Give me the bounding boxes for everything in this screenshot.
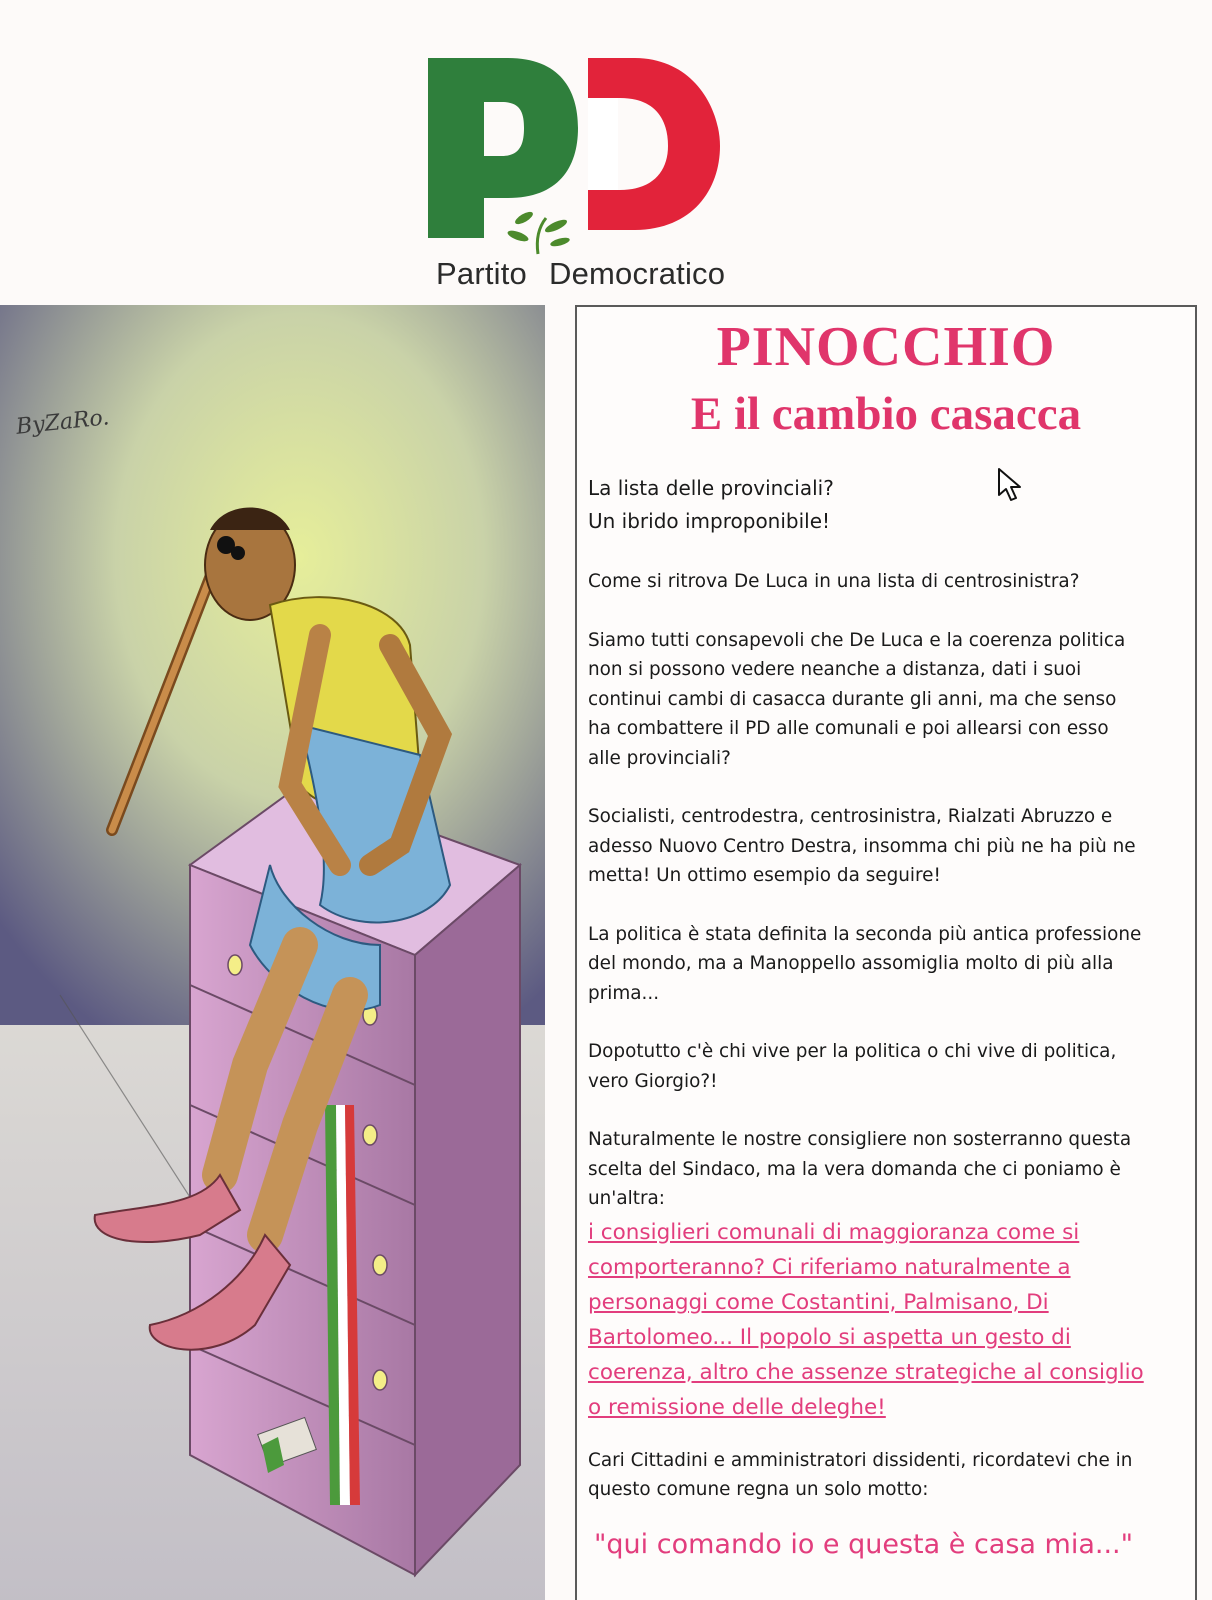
text-line: La politica è stata definita la seconda più antica professione	[588, 923, 1142, 945]
paragraph-de-luca-question: Come si ritrova De Luca in una lista di centrosinistra?	[588, 571, 1080, 592]
text-line: ha combattere il PD alle comunali e poi allearsi con esso	[588, 718, 1109, 739]
lead-line: La lista delle provinciali?	[588, 476, 834, 500]
logo-word-democratico: Democratico	[549, 256, 726, 291]
highlight-line: o remissione delle deleghe!	[588, 1394, 886, 1420]
text-line: Naturalmente le nostre consigliere non sosterranno questa	[588, 1129, 1132, 1150]
logo-wordmark	[436, 256, 725, 292]
flyer-subtitle: E il cambio casacca	[690, 388, 1082, 440]
text-line: continui cambi di casacca durante gli anni, ma che senso	[588, 688, 1117, 710]
flyer-title: PINOCCHIO	[716, 316, 1056, 378]
text-line: metta! Un ottimo esempio da seguire!	[588, 865, 941, 886]
text-line: adesso Nuovo Centro Destra, insomma chi più ne ha più ne	[588, 835, 1136, 857]
paragraph-partiti	[588, 802, 1188, 891]
motto-quote: "qui comando io e questa è casa mia..."	[594, 1528, 1134, 1560]
text-line: alle provinciali?	[588, 747, 731, 769]
paragraph-coerenza	[588, 626, 1188, 774]
paragraph-cittadini	[588, 1446, 1188, 1505]
pd-logo	[420, 50, 750, 300]
pinocchio-drawing	[0, 305, 545, 1600]
paragraph-politica	[588, 920, 1188, 1009]
text-line: questo comune regna un solo motto:	[588, 1479, 929, 1500]
highlight-line: coerenza, altro che assenze strategiche al consiglio	[588, 1359, 1144, 1385]
pinocchio-illustration	[0, 305, 545, 1600]
logo-word-partito: Partito	[436, 256, 527, 291]
flyer-panel	[575, 305, 1197, 1600]
pd-logo-mark	[420, 50, 750, 260]
lead-line: Un ibrido improponibile!	[588, 509, 831, 533]
flyer-body	[588, 472, 1188, 1563]
text-line: Socialisti, centrodestra, centrosinistra, Rialzati Abruzzo e	[588, 806, 1113, 827]
text-line: un'altra:	[588, 1188, 665, 1209]
highlight-line: comporteranno? Ci riferiamo naturalmente a	[588, 1254, 1071, 1280]
text-line: Dopotutto c'è chi vive per la politica o chi vive di politica,	[588, 1041, 1117, 1062]
text-line: non si possono vedere neanche a distanza, dati i suoi	[588, 659, 1082, 680]
highlight-line: i consiglieri comunali di maggioranza come si	[588, 1219, 1080, 1245]
text-line: prima...	[588, 982, 660, 1004]
text-line: vero Giorgio?!	[588, 1070, 718, 1092]
highlight-line: Bartolomeo... Il popolo si aspetta un gesto di	[588, 1324, 1071, 1350]
text-line: Cari Cittadini e amministratori dissidenti, ricordatevi che in	[588, 1449, 1133, 1471]
paragraph-giorgio	[588, 1037, 1188, 1096]
highlighted-question	[588, 1216, 1188, 1424]
text-line: del mondo, ma a Manoppello assomiglia molto di più alla	[588, 953, 1114, 974]
paragraph-consigliere	[588, 1125, 1188, 1214]
text-line: scelta del Sindaco, ma la vera domanda che ci poniamo è	[588, 1158, 1121, 1180]
artist-signature: ByZaRo.	[14, 405, 111, 440]
highlight-line: personaggi come Costantini, Palmisano, Di	[588, 1289, 1049, 1315]
text-line: Siamo tutti consapevoli che De Luca e la coerenza politica	[588, 629, 1126, 651]
